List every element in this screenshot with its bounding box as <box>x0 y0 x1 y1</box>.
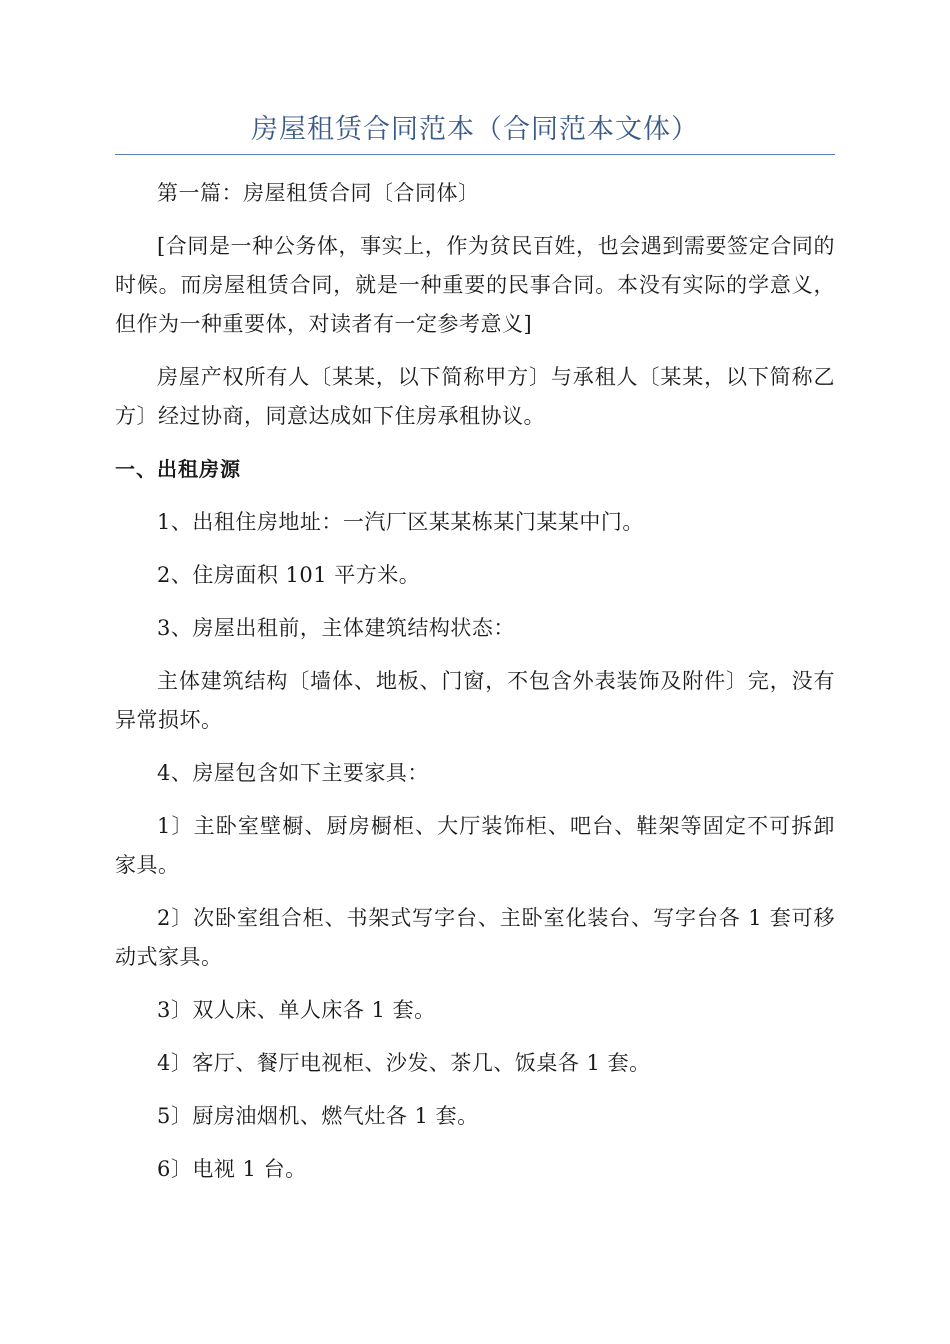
clause-address: 1、出租住房地址：一汽厂区某某栋某门某某中门。 <box>157 510 644 534</box>
clause-area: 2、住房面积 101 平方米。 <box>157 563 421 587</box>
chapter-heading: 第一篇：房屋租赁合同〔合同体〕 <box>157 181 480 205</box>
furniture-item: 4〕客厅、餐厅电视柜、沙发、茶几、饭桌各 1 套。 <box>157 1051 651 1075</box>
title-underline <box>115 154 835 155</box>
furniture-item: 5〕厨房油烟机、燃气灶各 1 套。 <box>157 1104 479 1128</box>
clause-furniture: 4、房屋包含如下主要家具： <box>157 761 429 785</box>
parties-paragraph: 房屋产权所有人〔某某，以下简称甲方〕与承租人〔某某，以下简称乙方〕经过协商，同意达成如下住房承租协议。 <box>115 365 835 428</box>
clause-structure-status: 3、房屋出租前，主体建筑结构状态： <box>157 616 515 640</box>
section-heading-rental-property: 一、出租房源 <box>115 457 241 481</box>
furniture-item: 2〕次卧室组合柜、书架式写字台、主卧室化装台、写字台各 1 套可移动式家具。 <box>115 906 835 969</box>
document-title: 房屋租赁合同范本（合同范本文体） <box>251 114 699 145</box>
furniture-item: 1〕主卧室壁橱、厨房橱柜、大厅装饰柜、吧台、鞋架等固定不可拆卸家具。 <box>115 814 835 877</box>
document-body <box>115 174 835 1203</box>
furniture-item: 6〕电视 1 台。 <box>157 1157 307 1181</box>
intro-note: [合同是一种公务体，事实上，作为贫民百姓，也会遇到需要签定合同的时候。而房屋租赁合同，就是一种重要的民事合同。本没有实际的学意义，但作为一种重要体，对读者有一定参考意义] <box>115 234 835 336</box>
furniture-item: 3〕双人床、单人床各 1 套。 <box>157 998 436 1022</box>
clause-structure-detail: 主体建筑结构〔墙体、地板、门窗，不包含外表装饰及附件〕完，没有异常损坏。 <box>115 669 835 732</box>
